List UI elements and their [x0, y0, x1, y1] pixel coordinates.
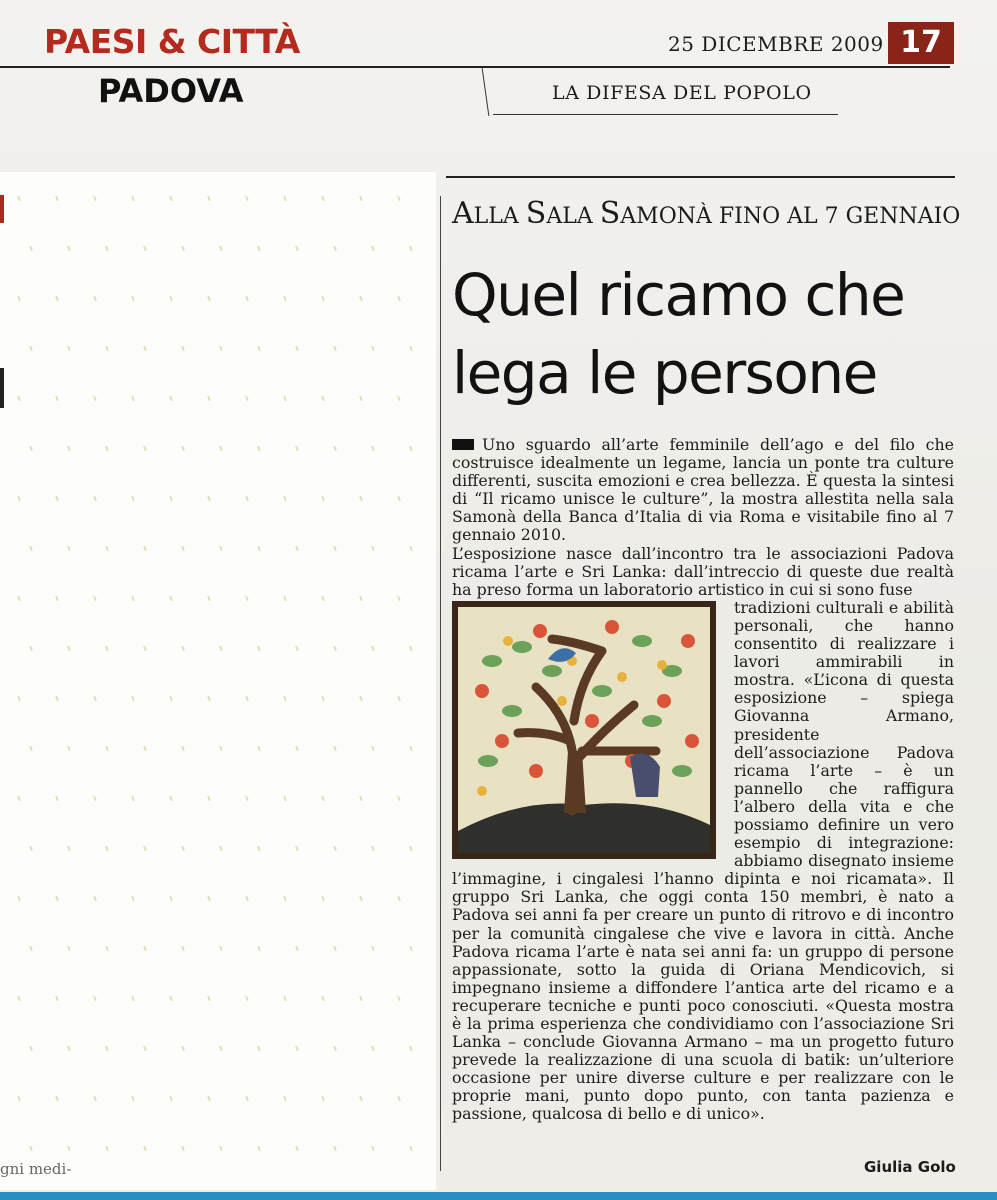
speckle-dot [333, 546, 337, 551]
article-paragraph: tradizioni culturali e abilità personali, che hanno consentito di realizzare i lavori ammirabili in mostra. «L’icona di questa esposizione – spiega Giovanna Armano, presidente dell’associazione Padova ricama l’arte – è un pannello che raffigura l’albero della vita e che possiamo definire un vero esempio di integrazione: abbiamo disegnato insieme l’immagine, i cingalesi l’hanno dipinta e noi ricamata». Il gruppo Sri Lanka, che oggi conta 150 membri, è nato a Padova sei anni fa per creare un punto di ritrovo e di incontro per la comunità cingalese che vive e lavora in città. Anche Padova ricama l’arte è nata sei anni fa: un gruppo di persone appassionate, sotto la guida di Oriana Mendicovich, si impegnano insieme a diffondere l’antica arte del ricamo e a recuperare tecniche e punti poco conosciuti. «Questa mostra è la prima esperienza che condividiamo con l’associazione Sri Lanka – conclude Giovanna Armano – ma un progetto futuro prevede la realizzazione di una scuola di batik: un’ulteriore occasione per unire diverse culture e per realizzare con le proprie mani, punto dopo punto, con tanta pazienza e passione, qualcosa di bello e di unico». [452, 597, 954, 1124]
speckle-dot [283, 296, 287, 301]
speckle-dot [295, 746, 299, 751]
speckle-dot [29, 1046, 33, 1051]
speckle-dot [321, 696, 325, 701]
speckle-dot [169, 796, 173, 801]
speckle-dot [93, 696, 97, 701]
speckle-dot [131, 296, 135, 301]
speckle-dot [29, 546, 33, 551]
speckle-dot [295, 646, 299, 651]
city-label: PADOVA [98, 72, 244, 110]
speckle-dot [105, 1046, 109, 1051]
speckle-dot [55, 996, 59, 1001]
speckle-dot [29, 1146, 33, 1151]
speckle-dot [295, 1046, 299, 1051]
speckle-dot [257, 746, 261, 751]
speckle-dot [67, 246, 71, 251]
speckle-dot [207, 1096, 211, 1101]
speckle-dot [397, 696, 401, 701]
speckle-dot [321, 896, 325, 901]
speckle-dot [55, 496, 59, 501]
speckle-dot [321, 596, 325, 601]
speckle-dot [397, 396, 401, 401]
speckle-dot [105, 746, 109, 751]
speckle-dot [131, 196, 135, 201]
speckle-dot [67, 746, 71, 751]
speckle-dot [181, 646, 185, 651]
speckle-dot [67, 346, 71, 351]
speckle-dot [181, 746, 185, 751]
page-number-badge: 17 [888, 22, 954, 64]
speckle-dot [93, 396, 97, 401]
speckle-dot [67, 446, 71, 451]
speckle-dot [283, 196, 287, 201]
speckle-dot [397, 596, 401, 601]
left-edge-mark-red [0, 195, 4, 223]
speckle-dot [321, 196, 325, 201]
speckle-dot [169, 696, 173, 701]
speckle-dot [397, 1096, 401, 1101]
speckle-dot [333, 446, 337, 451]
speckle-dot [131, 996, 135, 1001]
speckle-dot [55, 296, 59, 301]
speckle-dot [143, 1146, 147, 1151]
speckle-dot [207, 496, 211, 501]
speckle-dot [169, 296, 173, 301]
speckle-dot [55, 396, 59, 401]
speckle-dot [409, 246, 413, 251]
speckle-dot [295, 1146, 299, 1151]
speckle-dot [105, 346, 109, 351]
left-column-fragment: gni medi- [0, 1160, 72, 1178]
speckle-dot [371, 1046, 375, 1051]
speckle-dot [333, 1046, 337, 1051]
speckle-dot [283, 596, 287, 601]
speckle-dot [181, 946, 185, 951]
speckle-dot [321, 496, 325, 501]
speckle-dot [283, 896, 287, 901]
speckle-dot [257, 446, 261, 451]
speckle-dot [257, 546, 261, 551]
speckle-dot [295, 446, 299, 451]
speckle-dot [169, 1096, 173, 1101]
masthead-rule [0, 66, 950, 68]
column-rule [440, 196, 441, 1171]
speckle-dot [55, 596, 59, 601]
speckle-dot [219, 246, 223, 251]
speckle-dot [333, 846, 337, 851]
speckle-dot [409, 346, 413, 351]
speckle-dot [295, 846, 299, 851]
speckle-dot [409, 446, 413, 451]
speckle-dot [245, 696, 249, 701]
speckle-dot [67, 1146, 71, 1151]
speckle-dot [169, 996, 173, 1001]
speckle-dot [371, 1146, 375, 1151]
speckle-dot [29, 646, 33, 651]
speckle-dot [295, 546, 299, 551]
speckle-dot [409, 746, 413, 751]
speckle-dot [207, 696, 211, 701]
speckle-dot [283, 996, 287, 1001]
speckle-dot [257, 846, 261, 851]
speckle-dot [169, 496, 173, 501]
speckle-dot [131, 696, 135, 701]
speckle-dot [219, 546, 223, 551]
speckle-dot [397, 296, 401, 301]
speckle-dot [257, 346, 261, 351]
speckle-dot [105, 546, 109, 551]
speckle-dot [17, 596, 21, 601]
speckle-dot [409, 1146, 413, 1151]
speckle-dot [17, 696, 21, 701]
speckle-dot [321, 796, 325, 801]
speckle-dot [131, 496, 135, 501]
speckle-dot [207, 596, 211, 601]
newspaper-name: LA DIFESA DEL POPOLO [552, 82, 812, 104]
speckle-dot [181, 846, 185, 851]
speckle-dot [207, 296, 211, 301]
speckle-dot [207, 396, 211, 401]
speckle-dot [397, 196, 401, 201]
speckle-dot [143, 946, 147, 951]
speckle-dot [143, 846, 147, 851]
speckle-dot [257, 246, 261, 251]
speckle-dot [359, 796, 363, 801]
speckle-dot [169, 396, 173, 401]
bottom-color-bar [0, 1192, 997, 1200]
speckle-dot [29, 746, 33, 751]
speckle-dot [105, 846, 109, 851]
speckle-dot [17, 396, 21, 401]
speckle-dot [295, 246, 299, 251]
speckle-dot [131, 396, 135, 401]
speckle-dot [245, 296, 249, 301]
speckle-dot [371, 446, 375, 451]
speckle-dot [93, 996, 97, 1001]
speckle-dot [67, 646, 71, 651]
speckle-dot [17, 1096, 21, 1101]
speckle-dot [29, 946, 33, 951]
speckle-dot [55, 896, 59, 901]
speckle-dot [67, 946, 71, 951]
speckle-dot [359, 496, 363, 501]
speckle-dot [219, 846, 223, 851]
speckle-dot [257, 1146, 261, 1151]
speckle-dot [257, 946, 261, 951]
speckle-dot [93, 896, 97, 901]
speckle-dot [295, 346, 299, 351]
speckle-dot [143, 746, 147, 751]
article-kicker: ALLA SALA SAMONÀ FINO AL 7 GENNAIO [452, 196, 961, 231]
speckle-dot [371, 346, 375, 351]
speckle-dot [257, 646, 261, 651]
speckle-dot [181, 246, 185, 251]
speckle-dot [245, 596, 249, 601]
speckle-dot [105, 946, 109, 951]
speckle-dot [333, 246, 337, 251]
speckle-dot [67, 546, 71, 551]
speckle-dot [245, 996, 249, 1001]
speckle-dot [17, 296, 21, 301]
speckle-dot [321, 996, 325, 1001]
speckle-dot [17, 496, 21, 501]
speckle-dot [181, 1046, 185, 1051]
speckle-dot [295, 946, 299, 951]
speckle-dot [219, 1046, 223, 1051]
speckle-dot [105, 446, 109, 451]
speckle-dot [131, 1096, 135, 1101]
blank-left-panel [0, 172, 436, 1190]
speckle-dot [207, 996, 211, 1001]
speckle-dot [371, 946, 375, 951]
speckle-dot [359, 596, 363, 601]
speckle-dot [181, 446, 185, 451]
speckle-dot [143, 246, 147, 251]
speckle-dot [29, 246, 33, 251]
newspaper-name-rule [493, 114, 838, 115]
speckle-dot [17, 196, 21, 201]
section-label: PAESI & CITTÀ [44, 22, 300, 61]
speckle-dot [245, 396, 249, 401]
speckle-dot [219, 646, 223, 651]
speckle-dot [397, 796, 401, 801]
speckle-dot [333, 646, 337, 651]
speckle-dot [143, 1046, 147, 1051]
speckle-dot [169, 596, 173, 601]
speckle-dot [371, 746, 375, 751]
speckle-dot [409, 946, 413, 951]
speckle-dot [359, 296, 363, 301]
left-edge-mark-black [0, 368, 4, 408]
speckle-dot [409, 846, 413, 851]
speckle-dot [397, 496, 401, 501]
speckle-dot [283, 696, 287, 701]
speckle-dot [55, 1096, 59, 1101]
speckle-dot [207, 796, 211, 801]
speckle-dot [207, 896, 211, 901]
speckle-dot [181, 546, 185, 551]
speckle-dot [321, 1096, 325, 1101]
speckle-dot [55, 796, 59, 801]
speckle-dot [397, 896, 401, 901]
article-paragraph: Uno sguardo all’arte femminile dell’ago e del filo che costruisce idealmente un legame, lancia un ponte tra culture differenti, suscita emozioni e crea bellezza. È questa la sintesi di “Il ricamo unisce le culture”, la mostra allestita nella sala Samonà della Banca d’Italia di via Roma e visitabile fino al 7 gennaio 2010. [452, 435, 954, 545]
speckle-dot [169, 896, 173, 901]
speckle-dot [131, 896, 135, 901]
embroidered-tree-of-life-image [452, 601, 716, 859]
speckle-dot [17, 796, 21, 801]
speckle-dot [283, 496, 287, 501]
speckle-dot [105, 1146, 109, 1151]
speckle-dot [93, 196, 97, 201]
speckle-dot [131, 596, 135, 601]
speckle-dot [359, 996, 363, 1001]
speckle-dot [359, 196, 363, 201]
speckle-dot [93, 496, 97, 501]
speckle-dot [143, 546, 147, 551]
speckle-dot [359, 696, 363, 701]
speckle-dot [397, 996, 401, 1001]
speckle-dot [359, 396, 363, 401]
speckle-dot [359, 896, 363, 901]
speckle-dot [371, 646, 375, 651]
issue-date: 25 DICEMBRE 2009 [668, 32, 884, 56]
speckle-dot [93, 1096, 97, 1101]
speckle-dot [321, 296, 325, 301]
speckle-dot [17, 896, 21, 901]
speckle-dot [29, 446, 33, 451]
speckle-dot [131, 796, 135, 801]
speckle-dot [245, 796, 249, 801]
speckle-dot [29, 346, 33, 351]
speckle-dot [55, 196, 59, 201]
speckle-dot [17, 996, 21, 1001]
speckle-dot [67, 1046, 71, 1051]
speckle-dot [283, 1096, 287, 1101]
article-headline: Quel ricamo che lega le persone [452, 261, 905, 407]
speckle-dot [245, 196, 249, 201]
speckle-dot [321, 396, 325, 401]
speckle-dot [105, 646, 109, 651]
speckle-dot [409, 1046, 413, 1051]
speckle-dot [219, 346, 223, 351]
speckle-dot [219, 746, 223, 751]
speckle-dot [55, 696, 59, 701]
speckle-dot [409, 546, 413, 551]
speckle-dot [93, 596, 97, 601]
speckle-dot [29, 846, 33, 851]
speckle-dot [181, 346, 185, 351]
speckle-dot [105, 246, 109, 251]
speckle-dot [409, 646, 413, 651]
speckle-dot [359, 1096, 363, 1101]
speckle-dot [143, 646, 147, 651]
speckle-dot [93, 796, 97, 801]
article-top-rule [446, 176, 955, 178]
speckle-dot [371, 846, 375, 851]
speckle-dot [67, 846, 71, 851]
speckle-dot [143, 446, 147, 451]
speckle-dot [257, 1046, 261, 1051]
article-body [452, 436, 954, 1124]
speckle-dot [219, 446, 223, 451]
speckle-dot [207, 196, 211, 201]
speckle-dot [371, 246, 375, 251]
speckle-dot [143, 346, 147, 351]
speckle-dot [245, 1096, 249, 1101]
speckle-dot [93, 296, 97, 301]
speckle-dot [219, 946, 223, 951]
speckle-dot [169, 196, 173, 201]
article-paragraph: L’esposizione nasce dall’incontro tra le associazioni Padova ricama l’arte e Sri Lanka: dall’intreccio di queste due realtà ha preso forma un laboratorio artistico in cui si sono fuse [452, 543, 954, 599]
speckle-dot [283, 796, 287, 801]
speckle-dot [333, 1146, 337, 1151]
speckle-dot [245, 896, 249, 901]
speckle-dot [181, 1146, 185, 1151]
speckle-dot [219, 1146, 223, 1151]
lead-bullet-icon [452, 439, 474, 450]
speckle-dot [333, 346, 337, 351]
speckle-dot [371, 546, 375, 551]
article-byline: Giulia Golo [864, 1158, 956, 1176]
speckle-dot [283, 396, 287, 401]
speckle-dot [333, 746, 337, 751]
speckle-dot [333, 946, 337, 951]
speckle-dot [245, 496, 249, 501]
